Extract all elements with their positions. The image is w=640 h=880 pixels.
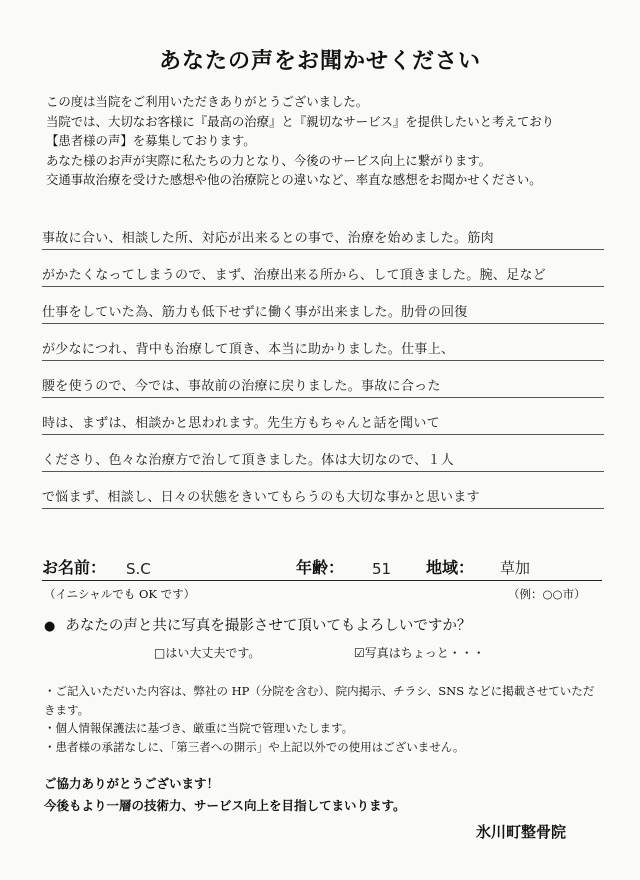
age-value: 51 <box>372 560 392 578</box>
note-line: ・個人情報保護法に基づき、厳重に当院で管理いたします。 <box>44 721 354 736</box>
option-no-checkbox[interactable]: ☑写真はちょっと・・・ <box>354 646 485 660</box>
intro-line: 交通事故治療を受けた感想や他の治療院との違いなど、率直な感想をお聞かせください。 <box>46 172 542 188</box>
name-value: S.C <box>126 560 151 578</box>
notes-section <box>44 682 600 756</box>
option-yes-checkbox[interactable]: □はい大丈夫です。 <box>154 646 261 660</box>
handwritten-comment-area <box>42 213 604 509</box>
bullet-icon: ● <box>44 619 56 634</box>
intro-line: 当院では、大切なお客様に『最高の治療』と『親切なサービス』を提供したいと考えており <box>46 113 555 129</box>
handwritten-line: 時は、まずは、相談かと思われます。先生方もちゃんと話を聞いて <box>42 398 604 435</box>
age-label: 年齢： <box>296 558 345 577</box>
handwritten-line: で悩まず、相談し、日々の状態をきいてもらうのも大切な事かと思います <box>42 472 604 509</box>
intro-line: この度は当院をご利用いただきありがとうございました。 <box>46 94 369 109</box>
handwritten-line: がかたくなってしまうので、まず、治療出来る所から、して頂きました。腕、足など <box>42 250 604 287</box>
photo-question <box>44 614 471 635</box>
handwritten-line: くださり、色々な治療方で治して頂きました。体は大切なので、１人 <box>42 435 604 472</box>
thanks-message <box>44 773 406 817</box>
region-hint: （例：○○市） <box>508 587 586 601</box>
note-line: ・患者様の承諾なしに、「第三者への開示」や上記以外での使用はございません。 <box>44 739 465 754</box>
intro-line: 【患者様の声】を募集しております。 <box>46 133 256 149</box>
handwritten-line: 腰を使うので、今では、事故前の治療に戻りました。事故に合った <box>42 361 604 398</box>
region-label: 地域： <box>426 558 475 577</box>
note-line: ・ご記入いただいた内容は、弊社の HP（分院を含む）、院内掲示、チラシ、SNS などに掲載させていただ <box>44 684 595 698</box>
handwritten-line: 事故に合い、相談した所、対応が出来るとの事で、治療を始めました。筋肉 <box>42 213 604 250</box>
note-line: きます。 <box>44 702 90 717</box>
intro-text <box>46 92 606 190</box>
thanks-line: ご協力ありがとうございます！ <box>44 776 220 791</box>
thanks-line: 今後もより一層の技術力、サービス向上を目指してまいります。 <box>44 798 406 813</box>
name-label: お名前： <box>42 558 107 577</box>
clinic-name: 氷川町整骨院 <box>476 823 567 841</box>
intro-line: あなた様のお声が実際に私たちの力となり、今後のサービス向上に繋がります。 <box>46 152 492 168</box>
region-value: 草加 <box>500 559 531 577</box>
handwritten-line: が少なにつれ、背中も治療して頂き、本当に助かりました。仕事上、 <box>42 324 604 361</box>
handwritten-line: 仕事をしていた為、筋力も低下せずに働く事が出来ました。肋骨の回復 <box>42 287 604 324</box>
photo-question-text: あなたの声と共に写真を撮影させて頂いてもよろしいですか？ <box>65 618 472 634</box>
info-fields-row <box>42 554 602 581</box>
initial-hint: （イニシャルでも OK です） <box>44 587 196 601</box>
page-title: あなたの声をお聞かせください <box>158 48 481 74</box>
